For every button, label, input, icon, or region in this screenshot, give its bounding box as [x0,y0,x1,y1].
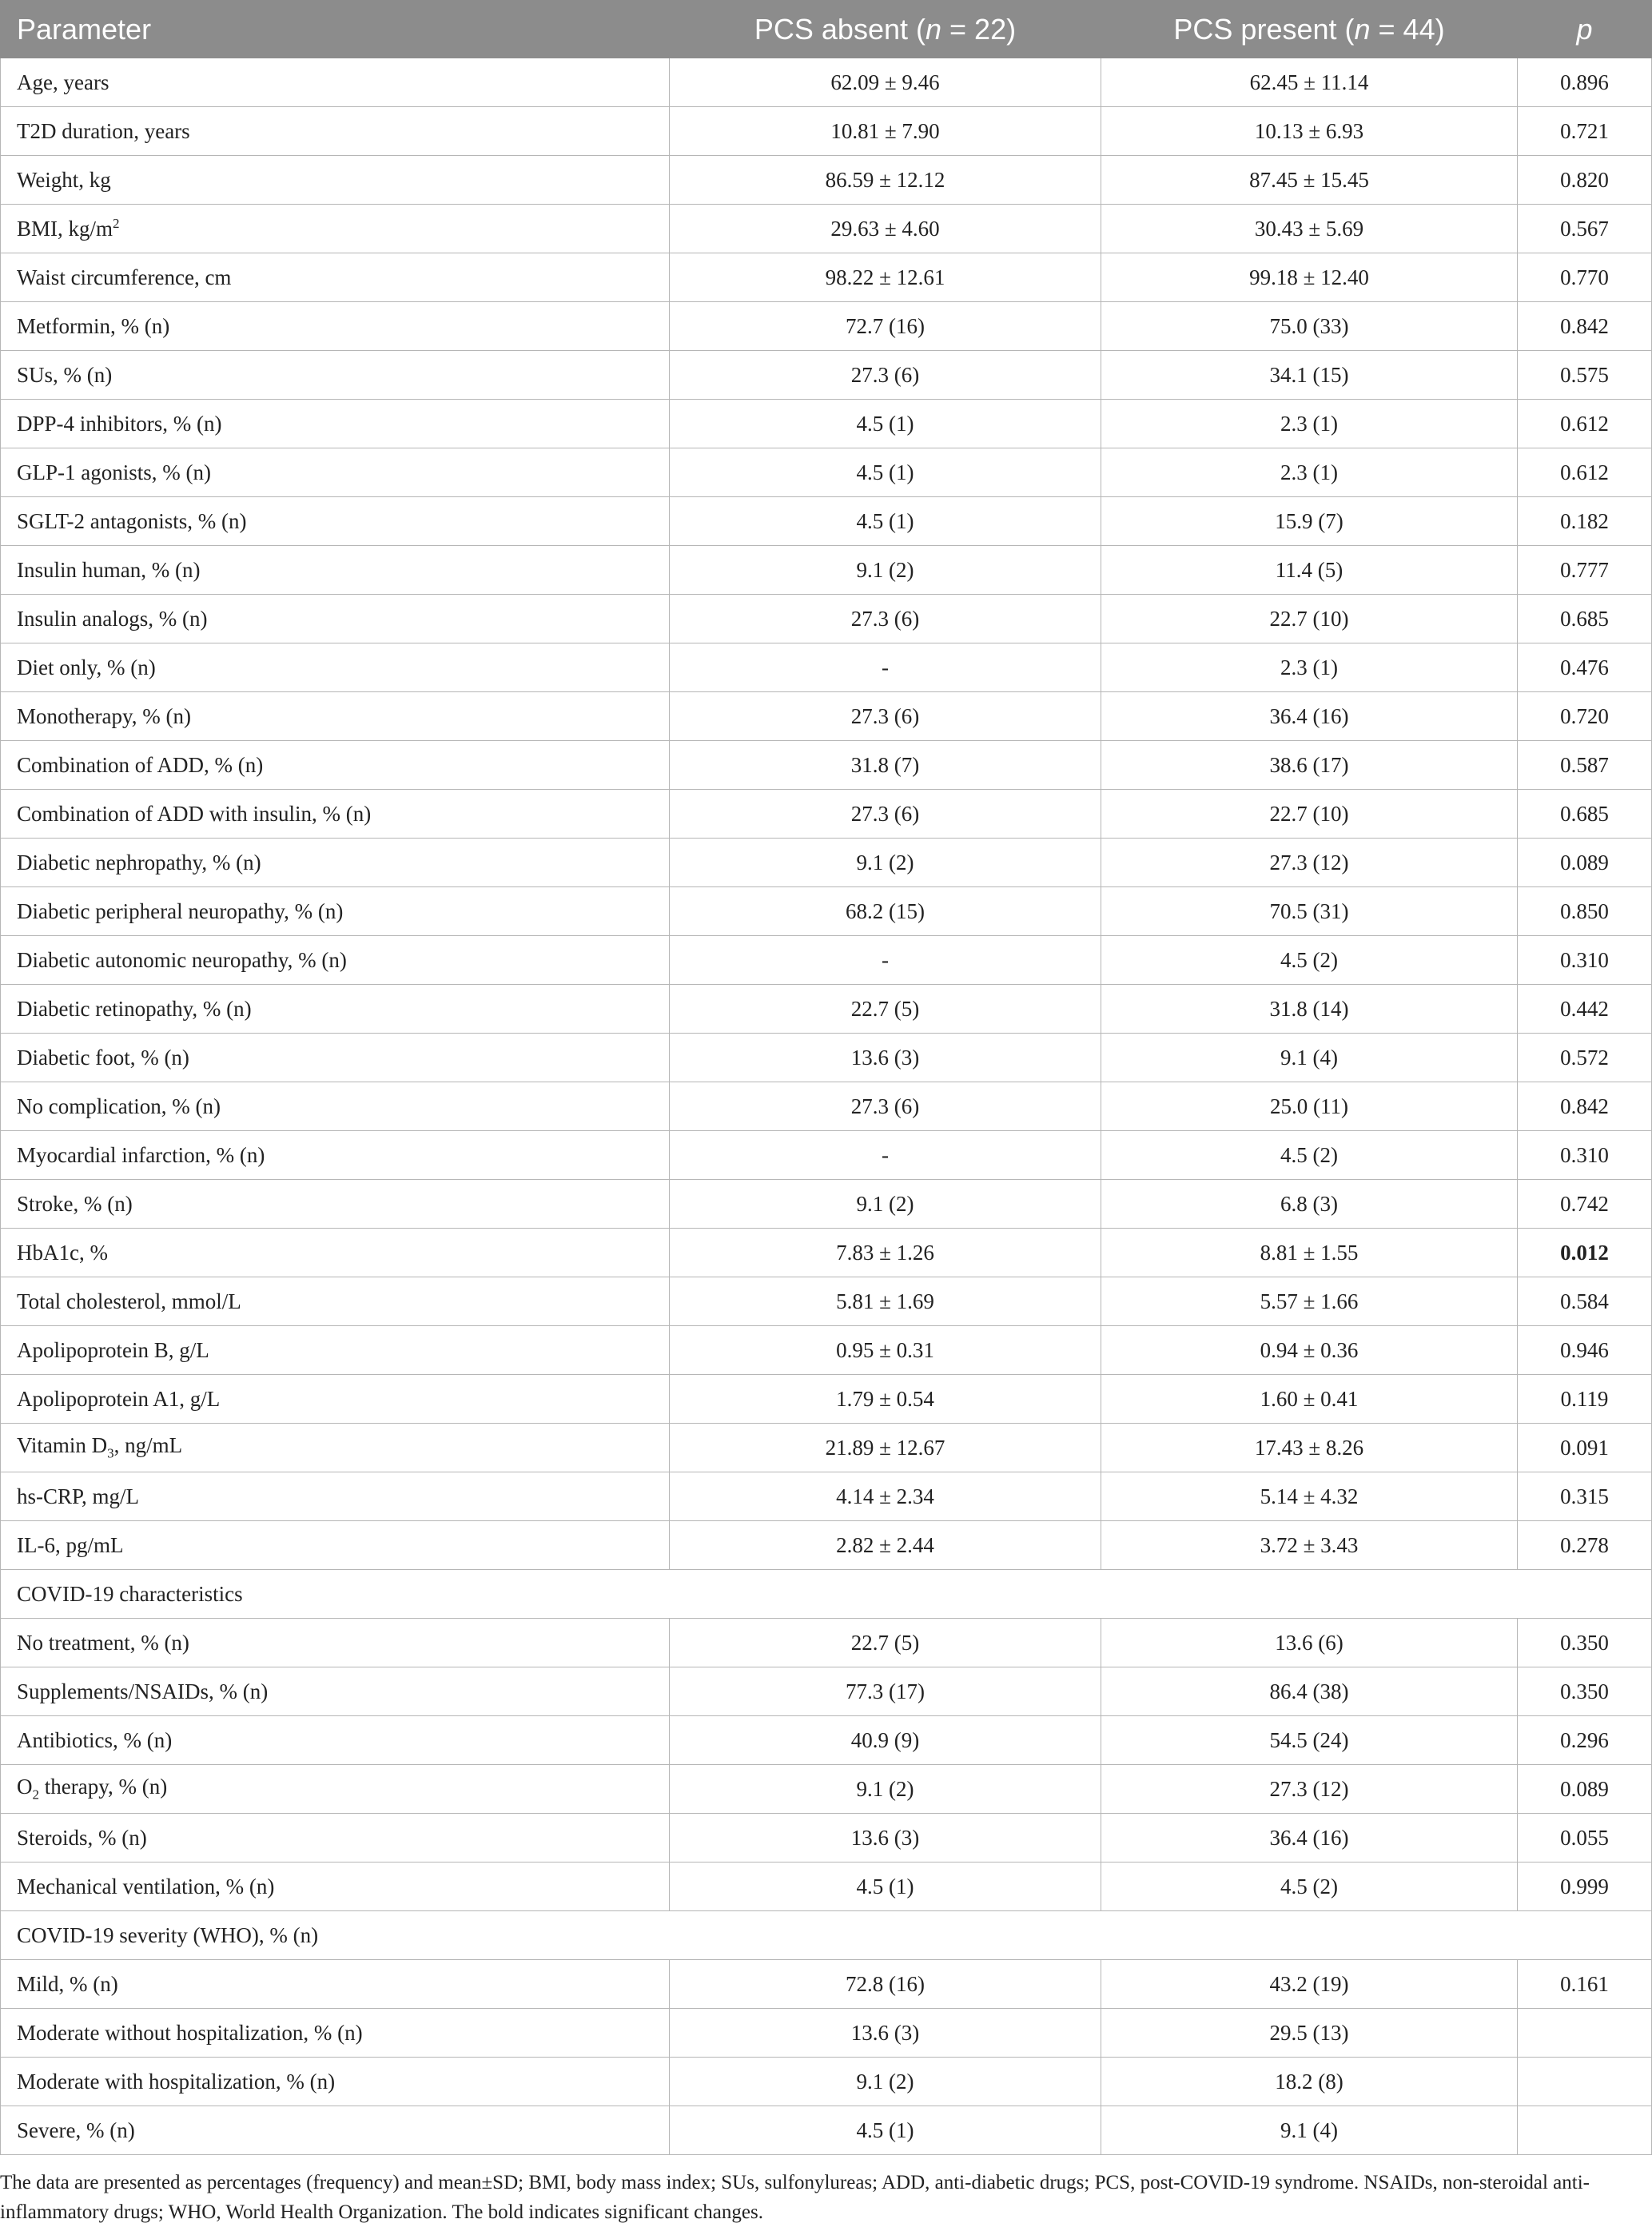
table-row [1,1082,1652,1131]
table-row [1,692,1652,741]
parameter-text: No treatment, % (n) [17,1630,189,1655]
parameter-text: No complication, % (n) [17,1094,221,1118]
header-p-label: p [1576,12,1593,46]
table-row [1,595,1652,643]
section-label: COVID-19 severity (WHO), % (n) [1,1911,1652,1960]
cell-pcs-present: 15.9 (7) [1101,497,1518,546]
cell-p-value: 0.850 [1518,887,1652,936]
cell-parameter [1,1667,670,1716]
cell-p-value: 0.182 [1518,497,1652,546]
cell-pcs-present: 11.4 (5) [1101,546,1518,595]
parameter-text: Total cholesterol, mmol/L [17,1289,241,1313]
cell-pcs-absent: - [670,936,1101,985]
table-row [1,936,1652,985]
parameter-subscript: 3 [107,1445,114,1461]
cell-pcs-present: 86.4 (38) [1101,1667,1518,1716]
cell-parameter [1,595,670,643]
cell-parameter [1,253,670,302]
cell-pcs-absent: 31.8 (7) [670,741,1101,790]
cell-p-value: 0.296 [1518,1716,1652,1765]
table-row [1,1326,1652,1375]
cell-p-value: 0.442 [1518,985,1652,1034]
cell-parameter [1,1034,670,1082]
parameter-text: Insulin human, % (n) [17,557,201,582]
cell-p-value: 0.055 [1518,1814,1652,1863]
cell-pcs-present: 31.8 (14) [1101,985,1518,1034]
cell-pcs-absent: 4.5 (1) [670,400,1101,448]
cell-parameter [1,1326,670,1375]
parameter-text: Moderate with hospitalization, % (n) [17,2069,336,2094]
cell-pcs-present: 5.57 ± 1.66 [1101,1277,1518,1326]
cell-p-value: 0.685 [1518,595,1652,643]
parameter-text: O [17,1775,33,1799]
cell-parameter [1,839,670,887]
parameter-text: Diabetic autonomic neuropathy, % (n) [17,947,347,972]
cell-p-value: 0.720 [1518,692,1652,741]
header-pcs-absent [670,1,1101,58]
cell-pcs-absent: 77.3 (17) [670,1667,1101,1716]
section-row [1,1911,1652,1960]
parameter-text: Mild, % (n) [17,1971,118,1996]
cell-parameter [1,1960,670,2009]
table-row [1,2009,1652,2058]
cell-pcs-absent: 29.63 ± 4.60 [670,205,1101,253]
cell-p-value [1518,2106,1652,2155]
cell-parameter [1,156,670,205]
header-pcs-present-suffix: = 44) [1370,12,1445,46]
cell-pcs-absent: 40.9 (9) [670,1716,1101,1765]
cell-pcs-present: 4.5 (2) [1101,1131,1518,1180]
cell-parameter [1,1863,670,1911]
parameter-text: Diabetic retinopathy, % (n) [17,996,252,1021]
cell-parameter [1,1131,670,1180]
cell-p-value: 0.119 [1518,1375,1652,1424]
cell-pcs-present: 2.3 (1) [1101,400,1518,448]
cell-parameter [1,887,670,936]
cell-p-value: 0.350 [1518,1667,1652,1716]
cell-parameter [1,107,670,156]
cell-pcs-present: 36.4 (16) [1101,1814,1518,1863]
cell-p-value: 0.091 [1518,1424,1652,1472]
cell-parameter [1,1375,670,1424]
cell-parameter [1,985,670,1034]
parameter-text: GLP-1 agonists, % (n) [17,460,211,484]
cell-pcs-absent: - [670,1131,1101,1180]
header-parameter: Parameter [1,1,670,58]
table-row [1,1034,1652,1082]
cell-pcs-present: 6.8 (3) [1101,1180,1518,1229]
parameter-text: Diabetic foot, % (n) [17,1045,189,1070]
table-row [1,839,1652,887]
cell-pcs-absent: 22.7 (5) [670,985,1101,1034]
cell-parameter [1,741,670,790]
parameter-text: Apolipoprotein A1, g/L [17,1386,221,1411]
parameter-text: Diabetic peripheral neuropathy, % (n) [17,898,344,923]
cell-parameter [1,1765,670,1814]
cell-parameter [1,448,670,497]
cell-p-value: 0.575 [1518,351,1652,400]
cell-p-value: 0.012 [1518,1229,1652,1277]
table-row [1,1229,1652,1277]
cell-p-value: 0.315 [1518,1472,1652,1521]
cell-pcs-absent: 21.89 ± 12.67 [670,1424,1101,1472]
cell-parameter [1,936,670,985]
cell-p-value: 0.820 [1518,156,1652,205]
parameter-text: Apolipoprotein B, g/L [17,1337,209,1362]
cell-pcs-present: 29.5 (13) [1101,2009,1518,2058]
cell-p-value: 0.587 [1518,741,1652,790]
cell-pcs-present: 9.1 (4) [1101,2106,1518,2155]
cell-pcs-present: 87.45 ± 15.45 [1101,156,1518,205]
cell-pcs-absent: 2.82 ± 2.44 [670,1521,1101,1570]
cell-pcs-present: 25.0 (11) [1101,1082,1518,1131]
table-row [1,58,1652,107]
cell-parameter [1,1082,670,1131]
cell-pcs-absent: 13.6 (3) [670,1814,1101,1863]
parameter-text: Waist circumference, cm [17,265,232,289]
table-row [1,107,1652,156]
table-row [1,1716,1652,1765]
header-pcs-absent-prefix: PCS absent ( [754,12,926,46]
cell-parameter [1,400,670,448]
cell-pcs-absent: 1.79 ± 0.54 [670,1375,1101,1424]
table-row [1,1765,1652,1814]
cell-parameter [1,2058,670,2106]
table-body [1,58,1652,2155]
cell-p-value: 0.612 [1518,400,1652,448]
table-row [1,2106,1652,2155]
cell-pcs-present: 38.6 (17) [1101,741,1518,790]
cell-pcs-absent: 72.7 (16) [670,302,1101,351]
cell-pcs-absent: 4.14 ± 2.34 [670,1472,1101,1521]
cell-pcs-present: 18.2 (8) [1101,2058,1518,2106]
cell-p-value: 0.310 [1518,1131,1652,1180]
cell-parameter [1,1619,670,1667]
cell-pcs-absent: 68.2 (15) [670,887,1101,936]
parameter-text-suffix: therapy, % (n) [39,1775,168,1799]
cell-pcs-absent: 62.09 ± 9.46 [670,58,1101,107]
table-row [1,1131,1652,1180]
parameter-text: Mechanical ventilation, % (n) [17,1874,275,1898]
cell-p-value: 0.999 [1518,1863,1652,1911]
table-row [1,1375,1652,1424]
cell-pcs-absent: 27.3 (6) [670,692,1101,741]
cell-parameter [1,351,670,400]
cell-p-value: 0.770 [1518,253,1652,302]
parameter-text: Supplements/NSAIDs, % (n) [17,1679,269,1703]
cell-pcs-present: 36.4 (16) [1101,692,1518,741]
cell-pcs-absent: 4.5 (1) [670,1863,1101,1911]
cell-parameter [1,2106,670,2155]
parameter-superscript: 2 [113,216,120,231]
table-row [1,1277,1652,1326]
cell-pcs-absent: 86.59 ± 12.12 [670,156,1101,205]
table-row [1,790,1652,839]
table-row [1,497,1652,546]
cell-p-value: 0.721 [1518,107,1652,156]
cell-pcs-absent: 13.6 (3) [670,1034,1101,1082]
cell-parameter [1,1716,670,1765]
cell-pcs-present: 13.6 (6) [1101,1619,1518,1667]
table-row [1,1863,1652,1911]
cell-p-value: 0.476 [1518,643,1652,692]
cell-pcs-absent: 27.3 (6) [670,1082,1101,1131]
cell-parameter [1,790,670,839]
table-footnote: The data are presented as percentages (frequency) and mean±SD; BMI, body mass index; SUs, sulfonylureas; ADD, anti-diabetic drugs; PCS, post-COVID-19 syndrome. NSAIDs, non-steroidal anti-inflammatory drugs; WHO, World Health Organization. The bold indicates significant changes. [0,2172,1590,2223]
cell-p-value: 0.777 [1518,546,1652,595]
cell-pcs-present: 9.1 (4) [1101,1034,1518,1082]
cell-pcs-absent: 9.1 (2) [670,1180,1101,1229]
cell-pcs-present: 5.14 ± 4.32 [1101,1472,1518,1521]
cell-pcs-absent: 27.3 (6) [670,351,1101,400]
cell-pcs-present: 75.0 (33) [1101,302,1518,351]
cell-pcs-present: 3.72 ± 3.43 [1101,1521,1518,1570]
header-p-value [1518,1,1652,58]
parameter-text: Diabetic nephropathy, % (n) [17,850,261,874]
cell-p-value: 0.278 [1518,1521,1652,1570]
cell-pcs-absent: 4.5 (1) [670,497,1101,546]
table-row [1,1424,1652,1472]
cell-pcs-absent: 9.1 (2) [670,1765,1101,1814]
table-row [1,741,1652,790]
table-row [1,205,1652,253]
cell-parameter [1,1180,670,1229]
header-pcs-present-prefix: PCS present ( [1173,12,1355,46]
cell-pcs-present: 22.7 (10) [1101,595,1518,643]
table-row [1,400,1652,448]
cell-parameter [1,2009,670,2058]
cell-pcs-absent: 22.7 (5) [670,1619,1101,1667]
table-header-row [1,1,1652,58]
parameter-text: Antibiotics, % (n) [17,1727,173,1752]
cell-pcs-present: 4.5 (2) [1101,936,1518,985]
cell-pcs-present: 30.43 ± 5.69 [1101,205,1518,253]
table-row [1,1960,1652,2009]
table-row [1,448,1652,497]
cell-pcs-present: 2.3 (1) [1101,448,1518,497]
parameter-text: Metformin, % (n) [17,313,170,338]
cell-p-value: 0.896 [1518,58,1652,107]
cell-pcs-present: 2.3 (1) [1101,643,1518,692]
cell-pcs-absent: 10.81 ± 7.90 [670,107,1101,156]
parameter-text: Diet only, % (n) [17,655,156,679]
cell-p-value: 0.612 [1518,448,1652,497]
cell-parameter [1,497,670,546]
cell-pcs-present: 54.5 (24) [1101,1716,1518,1765]
cell-pcs-present: 8.81 ± 1.55 [1101,1229,1518,1277]
cell-p-value: 0.685 [1518,790,1652,839]
cell-pcs-present: 1.60 ± 0.41 [1101,1375,1518,1424]
cell-parameter [1,546,670,595]
cell-pcs-absent: 5.81 ± 1.69 [670,1277,1101,1326]
parameter-text: SGLT-2 antagonists, % (n) [17,508,247,533]
parameter-text: BMI, kg/m [17,217,113,241]
cell-p-value: 0.842 [1518,1082,1652,1131]
cell-pcs-absent: 98.22 ± 12.61 [670,253,1101,302]
parameter-text: Age, years [17,70,109,94]
parameter-text-suffix: , ng/mL [113,1433,183,1458]
table-row [1,2058,1652,2106]
cell-parameter [1,1472,670,1521]
parameter-text: Insulin analogs, % (n) [17,606,208,631]
cell-pcs-present: 4.5 (2) [1101,1863,1518,1911]
parameter-text: Combination of ADD, % (n) [17,752,264,777]
cell-pcs-absent: 27.3 (6) [670,595,1101,643]
cell-parameter [1,1277,670,1326]
cell-pcs-absent: 4.5 (1) [670,2106,1101,2155]
cell-p-value: 0.089 [1518,839,1652,887]
table-row [1,351,1652,400]
cell-pcs-present: 43.2 (19) [1101,1960,1518,2009]
cell-parameter [1,692,670,741]
cell-pcs-absent: 9.1 (2) [670,2058,1101,2106]
cell-parameter [1,1521,670,1570]
parameter-text: IL-6, pg/mL [17,1532,124,1557]
table-row [1,1667,1652,1716]
cell-parameter [1,58,670,107]
section-row [1,1570,1652,1619]
cell-p-value: 0.310 [1518,936,1652,985]
cell-pcs-absent: 9.1 (2) [670,546,1101,595]
cell-parameter [1,205,670,253]
header-pcs-present [1101,1,1518,58]
cell-pcs-absent: 7.83 ± 1.26 [670,1229,1101,1277]
parameter-text: Vitamin D [17,1433,108,1458]
cell-pcs-absent: 72.8 (16) [670,1960,1101,2009]
table-row [1,643,1652,692]
cell-pcs-present: 62.45 ± 11.14 [1101,58,1518,107]
table-row [1,1180,1652,1229]
cell-p-value: 0.572 [1518,1034,1652,1082]
cell-pcs-absent: 0.95 ± 0.31 [670,1326,1101,1375]
table-row [1,546,1652,595]
cell-parameter [1,1229,670,1277]
table-row [1,156,1652,205]
cell-parameter [1,1424,670,1472]
cell-p-value: 0.742 [1518,1180,1652,1229]
cell-pcs-absent: 4.5 (1) [670,448,1101,497]
cell-pcs-present: 10.13 ± 6.93 [1101,107,1518,156]
cell-pcs-present: 27.3 (12) [1101,839,1518,887]
parameter-text: DPP-4 inhibitors, % (n) [17,411,222,436]
cell-p-value: 0.946 [1518,1326,1652,1375]
cell-parameter [1,1814,670,1863]
table-row [1,1814,1652,1863]
table-row [1,1472,1652,1521]
header-pcs-absent-suffix: = 22) [941,12,1017,46]
parameter-text: SUs, % (n) [17,362,113,387]
cell-p-value [1518,2058,1652,2106]
cell-pcs-absent: 9.1 (2) [670,839,1101,887]
cell-pcs-present: 99.18 ± 12.40 [1101,253,1518,302]
parameter-text: Monotherapy, % (n) [17,703,191,728]
cell-pcs-absent: 13.6 (3) [670,2009,1101,2058]
cell-pcs-present: 22.7 (10) [1101,790,1518,839]
cell-p-value: 0.584 [1518,1277,1652,1326]
parameter-text: Severe, % (n) [17,2117,135,2142]
cell-p-value: 0.567 [1518,205,1652,253]
parameter-text: Stroke, % (n) [17,1191,133,1216]
parameter-text: Combination of ADD with insulin, % (n) [17,801,372,826]
header-pcs-present-n: n [1354,12,1371,46]
cell-parameter [1,643,670,692]
cell-pcs-absent: - [670,643,1101,692]
parameter-text: Steroids, % (n) [17,1825,147,1850]
cell-p-value: 0.161 [1518,1960,1652,2009]
cell-p-value: 0.089 [1518,1765,1652,1814]
parameter-text: Moderate without hospitalization, % (n) [17,2020,363,2045]
cell-pcs-absent: 27.3 (6) [670,790,1101,839]
cell-pcs-present: 27.3 (12) [1101,1765,1518,1814]
parameter-text: hs-CRP, mg/L [17,1484,140,1508]
parameter-text: Weight, kg [17,167,111,192]
header-pcs-absent-n: n [926,12,942,46]
table-row [1,887,1652,936]
cell-pcs-present: 17.43 ± 8.26 [1101,1424,1518,1472]
cell-parameter [1,302,670,351]
table-row [1,1521,1652,1570]
section-label: COVID-19 characteristics [1,1570,1652,1619]
table-row [1,253,1652,302]
cell-pcs-present: 70.5 (31) [1101,887,1518,936]
table-row [1,985,1652,1034]
cell-pcs-present: 34.1 (15) [1101,351,1518,400]
cell-p-value: 0.350 [1518,1619,1652,1667]
parameter-subscript: 2 [32,1787,39,1803]
parameter-text: HbA1c, % [17,1240,108,1265]
parameter-text: T2D duration, years [17,118,190,143]
cell-p-value [1518,2009,1652,2058]
table-row [1,1619,1652,1667]
cell-pcs-present: 0.94 ± 0.36 [1101,1326,1518,1375]
parameter-text: Myocardial infarction, % (n) [17,1142,265,1167]
cell-p-value: 0.842 [1518,302,1652,351]
table-row [1,302,1652,351]
